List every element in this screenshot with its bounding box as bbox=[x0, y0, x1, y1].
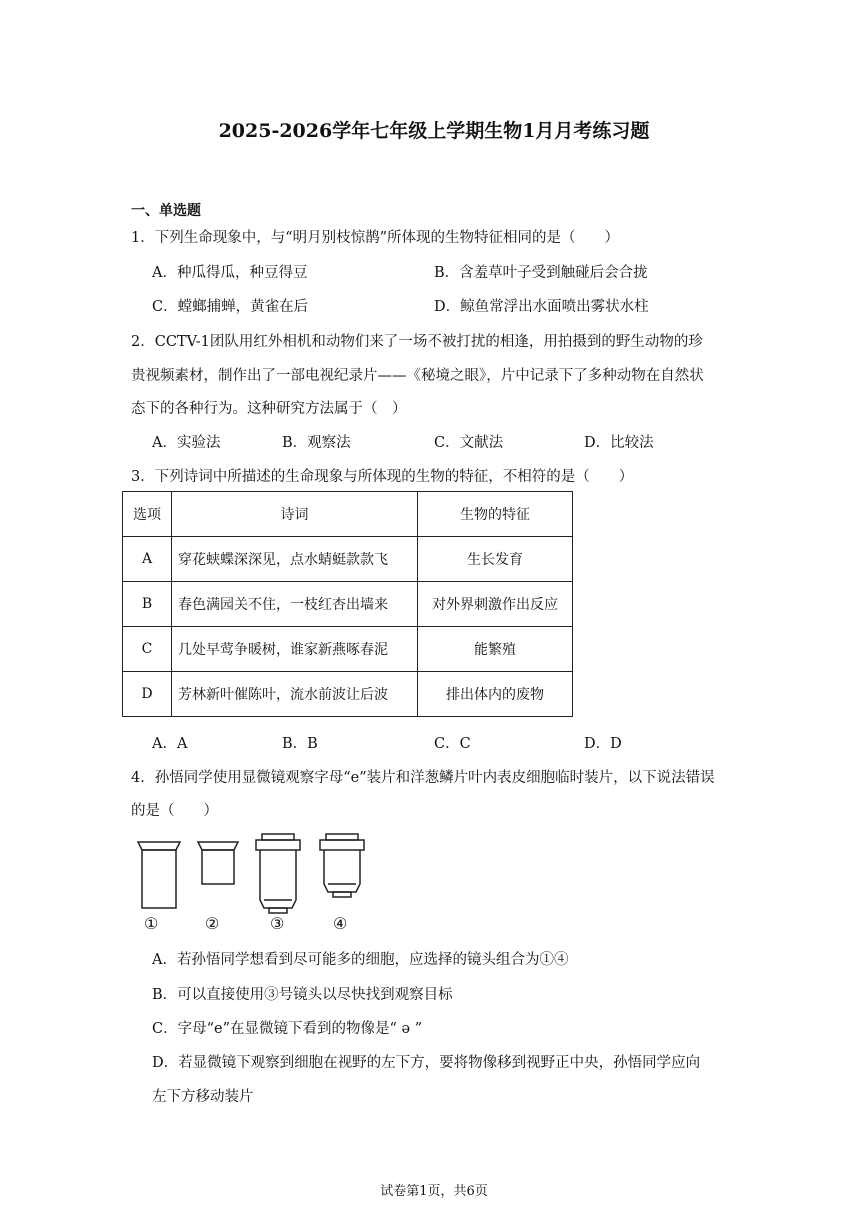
question-1-stem: 1．下列生命现象中，与“明月别枝惊鹊”所体现的生物特征相同的是（ ） bbox=[131, 230, 620, 246]
question-2-option-a: A．实验法 bbox=[152, 435, 221, 451]
table-cell: 能繁殖 bbox=[418, 627, 573, 672]
question-3-option-b: B．B bbox=[282, 736, 318, 752]
table-header-row bbox=[123, 492, 573, 537]
table-header-cell: 诗词 bbox=[172, 492, 418, 537]
table-header-cell: 生物的特征 bbox=[418, 492, 573, 537]
question-3-stem: 3．下列诗词中所描述的生命现象与所体现的生物的特征，不相符的是（ ） bbox=[131, 469, 634, 485]
table-row bbox=[123, 672, 573, 717]
eyepiece-short-icon bbox=[198, 842, 238, 884]
question-1-option-d: D．鲸鱼常浮出水面喷出雾状水柱 bbox=[434, 299, 649, 315]
question-4-line-1: 4．孙悟同学使用显微镜观察字母“e”装片和洋葱鳞片叶内表皮细胞临时装片，以下说法错误 bbox=[131, 770, 715, 786]
question-2-line-1: 2．CCTV-1团队用红外相机和动物们来了一场不被打扰的相逢，用拍摄到的野生动物的珍 bbox=[131, 334, 703, 350]
question-4-option-a: A．若孙悟同学想看到尽可能多的细胞，应选择的镜头组合为①④ bbox=[152, 952, 569, 968]
table-cell: 生长发育 bbox=[418, 537, 573, 582]
question-1-option-c: C．螳螂捕蝉，黄雀在后 bbox=[152, 299, 309, 315]
table-cell: 春色满园关不住，一枝红杏出墙来 bbox=[172, 582, 418, 627]
question-1-option-a: A．种瓜得瓜，种豆得豆 bbox=[152, 265, 308, 281]
figure-label-4: ④ bbox=[333, 914, 348, 933]
question-3-option-a: A．A bbox=[152, 736, 188, 752]
question-4-option-d-line-1: D．若显微镜下观察到细胞在视野的左下方，要将物像移到视野正中央，孙悟同学应向 bbox=[152, 1055, 701, 1071]
question-2-line-2: 贵视频素材，制作出了一部电视纪录片——《秘境之眼》，片中记录下了多种动物在自然状 bbox=[131, 368, 704, 384]
table-header-cell: 选项 bbox=[123, 492, 172, 537]
question-3-option-c: C．C bbox=[434, 736, 471, 752]
question-2-option-d: D．比较法 bbox=[584, 435, 654, 451]
question-2-option-b: B．观察法 bbox=[282, 435, 351, 451]
table-row bbox=[123, 537, 573, 582]
table-cell: C bbox=[123, 627, 172, 672]
question-4-line-2: 的是（ ） bbox=[131, 803, 218, 819]
question-4-option-b: B．可以直接使用③号镜头以尽快找到观察目标 bbox=[152, 987, 453, 1003]
question-2-option-c: C．文献法 bbox=[434, 435, 504, 451]
table-row bbox=[123, 582, 573, 627]
table-cell: B bbox=[123, 582, 172, 627]
eyepiece-long-icon bbox=[138, 842, 180, 908]
table-cell: 芳林新叶催陈叶，流水前波让后波 bbox=[172, 672, 418, 717]
question-2-line-3: 态下的各种行为。这种研究方法属于（ ） bbox=[131, 401, 407, 417]
figure-label-3: ③ bbox=[270, 914, 285, 933]
page-title: 2025-2026学年七年级上学期生物1月月考练习题 bbox=[218, 120, 650, 142]
question-4-option-d-line-2: 左下方移动装片 bbox=[152, 1089, 254, 1105]
table-cell: 对外界刺激作出反应 bbox=[418, 582, 573, 627]
page-footer: 试卷第1页，共6页 bbox=[380, 1184, 488, 1199]
question-3-table bbox=[122, 491, 573, 717]
figure-label-1: ① bbox=[144, 914, 159, 933]
table-cell: 几处早莺争暖树，谁家新燕啄春泥 bbox=[172, 627, 418, 672]
table-row bbox=[123, 627, 573, 672]
section-heading: 一、单选题 bbox=[131, 203, 201, 219]
table-cell: D bbox=[123, 672, 172, 717]
question-4-option-c: C．字母“e”在显微镜下看到的物像是“ ə ” bbox=[152, 1021, 423, 1037]
table-cell: 排出体内的废物 bbox=[418, 672, 573, 717]
objective-long-icon bbox=[256, 834, 300, 913]
question-3-option-d: D．D bbox=[584, 736, 622, 752]
objective-short-icon bbox=[320, 834, 364, 897]
microscope-lenses-figure bbox=[128, 828, 388, 938]
table-cell: 穿花蛱蝶深深见，点水蜻蜓款款飞 bbox=[172, 537, 418, 582]
question-1-option-b: B．含羞草叶子受到触碰后会合拢 bbox=[434, 265, 648, 281]
table-cell: A bbox=[123, 537, 172, 582]
figure-label-2: ② bbox=[205, 914, 220, 933]
